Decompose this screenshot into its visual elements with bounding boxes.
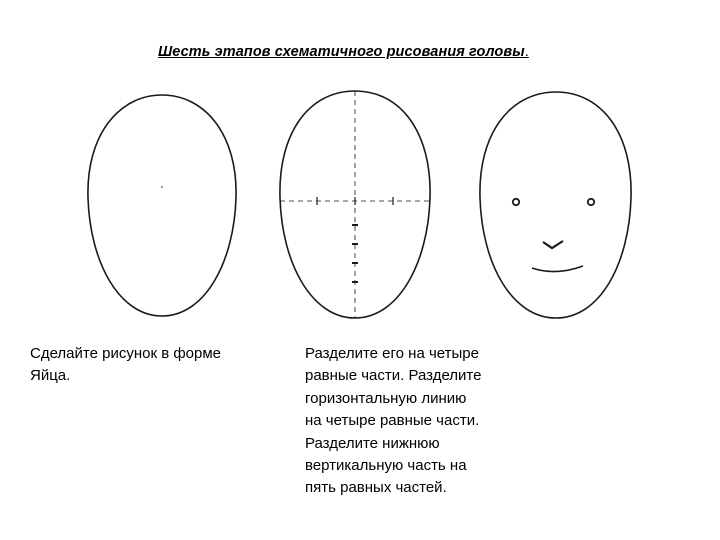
diagram-title-text: Шесть этапов схематичного рисования головы [158,44,525,60]
caption-step-2-line: Разделите его на четыре [305,345,479,362]
caption-step-2-line: Разделите нижнюю [305,434,440,452]
head-stage-3-face [480,92,631,318]
egg-outline-1 [88,95,236,316]
caption-step-2-line: горизонтальную линию [305,389,467,407]
head-stage-2-divided [280,91,430,318]
right-eye [588,199,594,205]
egg-outline-3 [480,92,631,318]
head-stage-1-egg [88,95,236,316]
caption-step-1-line: Яйца. [30,367,71,385]
caption-step-2-line: вертикальную часть на [305,457,467,475]
caption-step-2-line: равные части. Разделите [305,367,482,385]
caption-step-2-line: пять равных частей. [305,479,447,497]
mouth-line [532,266,583,272]
diagram-title-period: . [524,44,529,60]
nose-mark [543,241,563,248]
caption-step-2-line: на четыре равные части. [305,412,480,430]
caption-step-1-line: Сделайте рисунок в форме [30,345,222,362]
caption-step-2 [305,343,481,500]
egg-center-dot [161,186,163,188]
left-eye [513,199,519,205]
caption-step-1 [30,343,221,388]
